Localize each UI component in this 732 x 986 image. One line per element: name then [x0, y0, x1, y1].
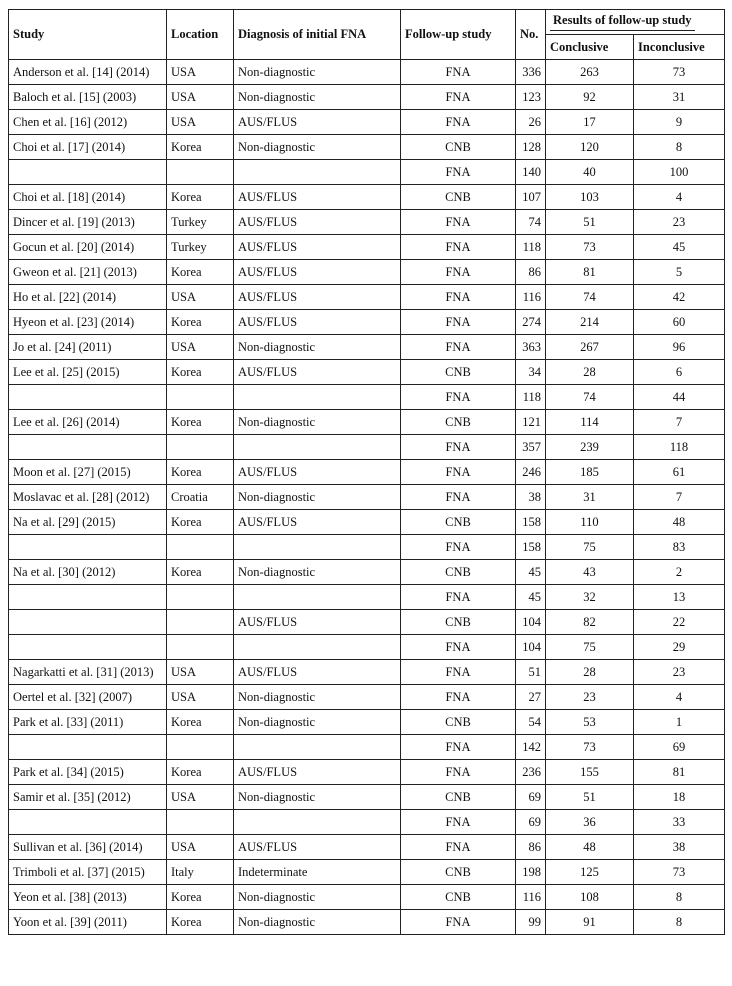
cell-diagnosis [234, 810, 401, 835]
cell-diagnosis: AUS/FLUS [234, 510, 401, 535]
cell-diagnosis: Non-diagnostic [234, 135, 401, 160]
table-row [9, 685, 725, 710]
cell-diagnosis: AUS/FLUS [234, 285, 401, 310]
cell-conclusive: 74 [546, 385, 634, 410]
cell-no: 336 [516, 60, 546, 85]
cell-location: Korea [167, 135, 234, 160]
cell-followup: FNA [401, 910, 516, 935]
cell-inconclusive: 61 [634, 460, 725, 485]
cell-followup: FNA [401, 260, 516, 285]
cell-location: USA [167, 685, 234, 710]
cell-followup: FNA [401, 735, 516, 760]
cell-study: Jo et al. [24] (2011) [9, 335, 167, 360]
cell-inconclusive: 8 [634, 910, 725, 935]
cell-inconclusive: 48 [634, 510, 725, 535]
cell-conclusive: 185 [546, 460, 634, 485]
cell-inconclusive: 4 [634, 185, 725, 210]
cell-study: Chen et al. [16] (2012) [9, 110, 167, 135]
table-row [9, 135, 725, 160]
cell-inconclusive: 33 [634, 810, 725, 835]
cell-inconclusive: 73 [634, 860, 725, 885]
cell-location: Korea [167, 410, 234, 435]
cell-location: Korea [167, 260, 234, 285]
cell-study: Hyeon et al. [23] (2014) [9, 310, 167, 335]
cell-followup: CNB [401, 360, 516, 385]
cell-followup: CNB [401, 185, 516, 210]
cell-conclusive: 92 [546, 85, 634, 110]
cell-conclusive: 214 [546, 310, 634, 335]
cell-location: USA [167, 835, 234, 860]
cell-inconclusive: 2 [634, 560, 725, 585]
cell-followup: FNA [401, 485, 516, 510]
cell-no: 158 [516, 535, 546, 560]
cell-study: Oertel et al. [32] (2007) [9, 685, 167, 710]
table-row [9, 535, 725, 560]
cell-conclusive: 48 [546, 835, 634, 860]
cell-conclusive: 28 [546, 360, 634, 385]
cell-location: Korea [167, 510, 234, 535]
cell-no: 363 [516, 335, 546, 360]
header-conclusive: Conclusive [546, 35, 634, 60]
cell-location: Korea [167, 310, 234, 335]
table-row [9, 85, 725, 110]
cell-no: 45 [516, 560, 546, 585]
table-row [9, 310, 725, 335]
cell-location: USA [167, 110, 234, 135]
cell-followup: FNA [401, 835, 516, 860]
cell-no: 26 [516, 110, 546, 135]
cell-study: Moon et al. [27] (2015) [9, 460, 167, 485]
cell-no: 140 [516, 160, 546, 185]
cell-no: 27 [516, 685, 546, 710]
cell-inconclusive: 23 [634, 210, 725, 235]
cell-inconclusive: 7 [634, 410, 725, 435]
cell-study: Trimboli et al. [37] (2015) [9, 860, 167, 885]
table-row [9, 485, 725, 510]
cell-location [167, 160, 234, 185]
cell-location: Turkey [167, 210, 234, 235]
cell-study [9, 535, 167, 560]
table-row [9, 735, 725, 760]
table-row [9, 185, 725, 210]
cell-location: USA [167, 335, 234, 360]
cell-study: Samir et al. [35] (2012) [9, 785, 167, 810]
cell-study: Sullivan et al. [36] (2014) [9, 835, 167, 860]
cell-diagnosis: Non-diagnostic [234, 785, 401, 810]
cell-inconclusive: 8 [634, 885, 725, 910]
cell-no: 142 [516, 735, 546, 760]
cell-study [9, 435, 167, 460]
cell-location [167, 635, 234, 660]
table-row [9, 460, 725, 485]
table-row [9, 510, 725, 535]
table-row [9, 610, 725, 635]
cell-no: 118 [516, 235, 546, 260]
cell-no: 107 [516, 185, 546, 210]
cell-conclusive: 103 [546, 185, 634, 210]
cell-location: Korea [167, 185, 234, 210]
cell-inconclusive: 42 [634, 285, 725, 310]
cell-location: Korea [167, 460, 234, 485]
table-row [9, 885, 725, 910]
studies-table [8, 9, 725, 935]
cell-location: Korea [167, 885, 234, 910]
cell-conclusive: 75 [546, 535, 634, 560]
cell-diagnosis [234, 735, 401, 760]
cell-diagnosis: AUS/FLUS [234, 760, 401, 785]
cell-study [9, 810, 167, 835]
cell-conclusive: 263 [546, 60, 634, 85]
cell-location: USA [167, 85, 234, 110]
cell-diagnosis [234, 585, 401, 610]
cell-followup: FNA [401, 460, 516, 485]
cell-study: Lee et al. [26] (2014) [9, 410, 167, 435]
table-row [9, 585, 725, 610]
cell-no: 357 [516, 435, 546, 460]
cell-conclusive: 91 [546, 910, 634, 935]
cell-inconclusive: 38 [634, 835, 725, 860]
table-row [9, 810, 725, 835]
cell-location [167, 810, 234, 835]
cell-conclusive: 74 [546, 285, 634, 310]
cell-no: 54 [516, 710, 546, 735]
cell-followup: CNB [401, 510, 516, 535]
cell-study [9, 385, 167, 410]
cell-diagnosis: Non-diagnostic [234, 685, 401, 710]
table-row [9, 660, 725, 685]
cell-diagnosis: AUS/FLUS [234, 310, 401, 335]
cell-no: 34 [516, 360, 546, 385]
cell-inconclusive: 8 [634, 135, 725, 160]
table-row [9, 910, 725, 935]
cell-conclusive: 267 [546, 335, 634, 360]
cell-study [9, 735, 167, 760]
cell-diagnosis [234, 385, 401, 410]
cell-inconclusive: 69 [634, 735, 725, 760]
cell-location: Korea [167, 360, 234, 385]
cell-study: Gocun et al. [20] (2014) [9, 235, 167, 260]
header-diagnosis: Diagnosis of initial FNA [234, 10, 401, 60]
cell-followup: FNA [401, 535, 516, 560]
cell-diagnosis [234, 160, 401, 185]
cell-conclusive: 75 [546, 635, 634, 660]
table-row [9, 260, 725, 285]
cell-conclusive: 28 [546, 660, 634, 685]
cell-location: Croatia [167, 485, 234, 510]
cell-study: Park et al. [34] (2015) [9, 760, 167, 785]
cell-study: Ho et al. [22] (2014) [9, 285, 167, 310]
cell-followup: FNA [401, 110, 516, 135]
table-row [9, 60, 725, 85]
cell-location [167, 585, 234, 610]
cell-location: Turkey [167, 235, 234, 260]
cell-conclusive: 36 [546, 810, 634, 835]
cell-inconclusive: 5 [634, 260, 725, 285]
cell-conclusive: 17 [546, 110, 634, 135]
cell-study: Choi et al. [18] (2014) [9, 185, 167, 210]
cell-study: Dincer et al. [19] (2013) [9, 210, 167, 235]
cell-no: 236 [516, 760, 546, 785]
cell-diagnosis: AUS/FLUS [234, 360, 401, 385]
header-followup: Follow-up study [401, 10, 516, 60]
table-row [9, 160, 725, 185]
cell-followup: FNA [401, 585, 516, 610]
table-row [9, 560, 725, 585]
cell-study: Gweon et al. [21] (2013) [9, 260, 167, 285]
cell-no: 158 [516, 510, 546, 535]
cell-followup: FNA [401, 635, 516, 660]
table-row [9, 210, 725, 235]
cell-location [167, 435, 234, 460]
cell-conclusive: 51 [546, 785, 634, 810]
table-row [9, 785, 725, 810]
cell-conclusive: 81 [546, 260, 634, 285]
table-header [9, 10, 725, 60]
cell-followup: FNA [401, 310, 516, 335]
cell-diagnosis: Non-diagnostic [234, 410, 401, 435]
cell-location: Korea [167, 560, 234, 585]
cell-diagnosis [234, 535, 401, 560]
cell-study: Yoon et al. [39] (2011) [9, 910, 167, 935]
cell-diagnosis: Non-diagnostic [234, 335, 401, 360]
cell-no: 104 [516, 610, 546, 635]
cell-diagnosis: AUS/FLUS [234, 185, 401, 210]
cell-diagnosis [234, 635, 401, 660]
cell-no: 74 [516, 210, 546, 235]
cell-conclusive: 51 [546, 210, 634, 235]
cell-followup: FNA [401, 660, 516, 685]
cell-diagnosis: Indeterminate [234, 860, 401, 885]
cell-followup: FNA [401, 335, 516, 360]
table-row [9, 835, 725, 860]
cell-followup: FNA [401, 435, 516, 460]
header-study: Study [9, 10, 167, 60]
cell-diagnosis: Non-diagnostic [234, 910, 401, 935]
cell-followup: FNA [401, 385, 516, 410]
cell-inconclusive: 73 [634, 60, 725, 85]
table-row [9, 410, 725, 435]
header-location: Location [167, 10, 234, 60]
cell-location: USA [167, 60, 234, 85]
cell-no: 274 [516, 310, 546, 335]
cell-inconclusive: 18 [634, 785, 725, 810]
cell-no: 118 [516, 385, 546, 410]
cell-followup: FNA [401, 210, 516, 235]
cell-conclusive: 73 [546, 235, 634, 260]
cell-location: USA [167, 660, 234, 685]
cell-location: Korea [167, 710, 234, 735]
cell-inconclusive: 29 [634, 635, 725, 660]
cell-followup: CNB [401, 135, 516, 160]
cell-no: 116 [516, 885, 546, 910]
table-row [9, 335, 725, 360]
table-row [9, 360, 725, 385]
cell-location: Korea [167, 910, 234, 935]
cell-diagnosis: Non-diagnostic [234, 560, 401, 585]
cell-study: Moslavac et al. [28] (2012) [9, 485, 167, 510]
cell-followup: FNA [401, 760, 516, 785]
cell-study [9, 585, 167, 610]
cell-followup: CNB [401, 410, 516, 435]
cell-study: Park et al. [33] (2011) [9, 710, 167, 735]
cell-no: 86 [516, 260, 546, 285]
cell-study [9, 610, 167, 635]
cell-study: Baloch et al. [15] (2003) [9, 85, 167, 110]
cell-conclusive: 82 [546, 610, 634, 635]
cell-study: Lee et al. [25] (2015) [9, 360, 167, 385]
cell-inconclusive: 96 [634, 335, 725, 360]
cell-conclusive: 114 [546, 410, 634, 435]
cell-inconclusive: 7 [634, 485, 725, 510]
cell-location [167, 535, 234, 560]
cell-conclusive: 108 [546, 885, 634, 910]
cell-diagnosis: Non-diagnostic [234, 85, 401, 110]
cell-no: 116 [516, 285, 546, 310]
cell-diagnosis: AUS/FLUS [234, 660, 401, 685]
cell-followup: CNB [401, 560, 516, 585]
header-inconclusive: Inconclusive [634, 35, 725, 60]
cell-inconclusive: 118 [634, 435, 725, 460]
cell-followup: FNA [401, 160, 516, 185]
cell-study: Na et al. [29] (2015) [9, 510, 167, 535]
cell-diagnosis: AUS/FLUS [234, 260, 401, 285]
cell-diagnosis: AUS/FLUS [234, 835, 401, 860]
cell-location: USA [167, 285, 234, 310]
cell-inconclusive: 22 [634, 610, 725, 635]
cell-followup: CNB [401, 860, 516, 885]
cell-followup: FNA [401, 235, 516, 260]
cell-no: 38 [516, 485, 546, 510]
cell-followup: FNA [401, 60, 516, 85]
cell-followup: FNA [401, 285, 516, 310]
cell-conclusive: 120 [546, 135, 634, 160]
cell-location [167, 385, 234, 410]
cell-study [9, 160, 167, 185]
cell-inconclusive: 31 [634, 85, 725, 110]
cell-inconclusive: 83 [634, 535, 725, 560]
table-row [9, 235, 725, 260]
table-row [9, 285, 725, 310]
cell-study: Yeon et al. [38] (2013) [9, 885, 167, 910]
cell-no: 104 [516, 635, 546, 660]
table-row [9, 385, 725, 410]
cell-inconclusive: 45 [634, 235, 725, 260]
cell-no: 99 [516, 910, 546, 935]
header-no: No. [516, 10, 546, 60]
header-results-label: Results of follow-up study [550, 13, 695, 31]
cell-conclusive: 239 [546, 435, 634, 460]
cell-inconclusive: 13 [634, 585, 725, 610]
cell-inconclusive: 23 [634, 660, 725, 685]
cell-no: 128 [516, 135, 546, 160]
cell-no: 121 [516, 410, 546, 435]
cell-conclusive: 23 [546, 685, 634, 710]
cell-diagnosis: Non-diagnostic [234, 60, 401, 85]
cell-diagnosis: AUS/FLUS [234, 460, 401, 485]
cell-diagnosis: Non-diagnostic [234, 485, 401, 510]
table-row [9, 760, 725, 785]
cell-inconclusive: 6 [634, 360, 725, 385]
cell-no: 198 [516, 860, 546, 885]
cell-conclusive: 73 [546, 735, 634, 760]
cell-no: 45 [516, 585, 546, 610]
cell-study: Anderson et al. [14] (2014) [9, 60, 167, 85]
cell-inconclusive: 81 [634, 760, 725, 785]
cell-followup: FNA [401, 85, 516, 110]
cell-no: 69 [516, 785, 546, 810]
cell-diagnosis: Non-diagnostic [234, 710, 401, 735]
cell-location [167, 610, 234, 635]
cell-location: Korea [167, 760, 234, 785]
cell-inconclusive: 60 [634, 310, 725, 335]
cell-inconclusive: 1 [634, 710, 725, 735]
table-body [9, 60, 725, 935]
cell-followup: FNA [401, 685, 516, 710]
cell-followup: CNB [401, 710, 516, 735]
cell-location [167, 735, 234, 760]
cell-study: Choi et al. [17] (2014) [9, 135, 167, 160]
table-row [9, 635, 725, 660]
cell-no: 51 [516, 660, 546, 685]
table-row [9, 435, 725, 460]
cell-conclusive: 43 [546, 560, 634, 585]
cell-diagnosis [234, 435, 401, 460]
table-row [9, 710, 725, 735]
cell-study: Na et al. [30] (2012) [9, 560, 167, 585]
cell-conclusive: 40 [546, 160, 634, 185]
cell-diagnosis: AUS/FLUS [234, 235, 401, 260]
cell-conclusive: 155 [546, 760, 634, 785]
cell-conclusive: 53 [546, 710, 634, 735]
cell-location: Italy [167, 860, 234, 885]
cell-no: 86 [516, 835, 546, 860]
cell-inconclusive: 44 [634, 385, 725, 410]
cell-location: USA [167, 785, 234, 810]
cell-conclusive: 110 [546, 510, 634, 535]
cell-no: 123 [516, 85, 546, 110]
cell-no: 246 [516, 460, 546, 485]
cell-study: Nagarkatti et al. [31] (2013) [9, 660, 167, 685]
cell-conclusive: 32 [546, 585, 634, 610]
cell-no: 69 [516, 810, 546, 835]
cell-diagnosis: AUS/FLUS [234, 210, 401, 235]
cell-inconclusive: 4 [634, 685, 725, 710]
table-row [9, 110, 725, 135]
cell-followup: CNB [401, 885, 516, 910]
table-row [9, 860, 725, 885]
cell-conclusive: 125 [546, 860, 634, 885]
cell-diagnosis: Non-diagnostic [234, 885, 401, 910]
cell-followup: CNB [401, 785, 516, 810]
cell-study [9, 635, 167, 660]
cell-diagnosis: AUS/FLUS [234, 610, 401, 635]
cell-followup: FNA [401, 810, 516, 835]
cell-inconclusive: 100 [634, 160, 725, 185]
header-results [546, 10, 725, 35]
cell-followup: CNB [401, 610, 516, 635]
cell-inconclusive: 9 [634, 110, 725, 135]
cell-conclusive: 31 [546, 485, 634, 510]
cell-diagnosis: AUS/FLUS [234, 110, 401, 135]
